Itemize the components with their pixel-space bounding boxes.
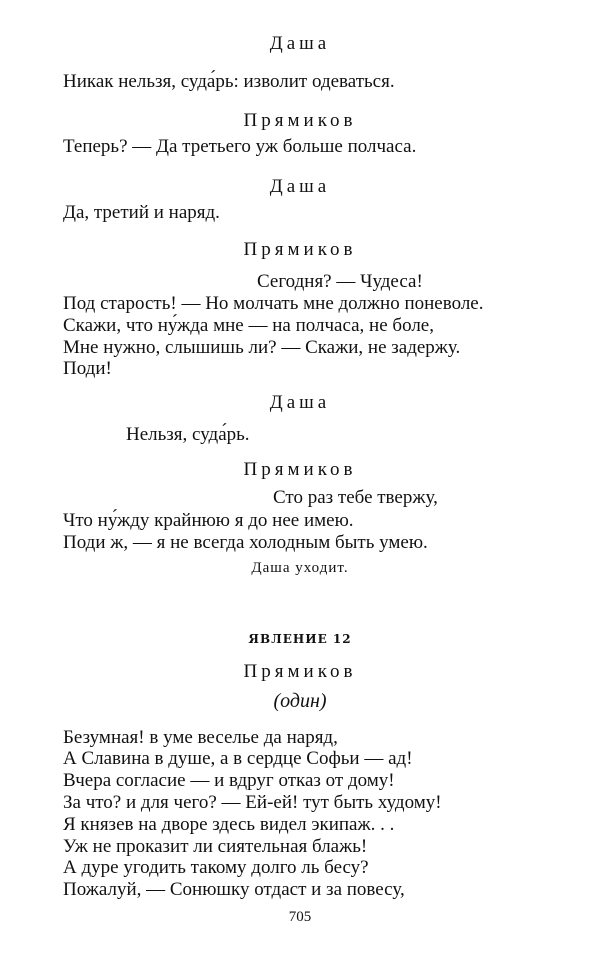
verse-line: Поди! (63, 358, 112, 379)
speaker-name: Прямиков (243, 110, 357, 131)
verse-line: А Славина в душе, а в сердце Софьи — ад! (63, 748, 413, 769)
verse-line: Поди ж, — я не всегда холодным быть умею. (63, 532, 428, 553)
speaker-name: Даша (269, 33, 331, 54)
speaker-name: Прямиков (243, 459, 357, 480)
scene-heading: ЯВЛЕНИЕ 12 (248, 632, 352, 646)
verse-line: А дуре угодить такому долго ль бесу? (63, 857, 369, 878)
speaker-name: Прямиков (243, 661, 357, 682)
verse-line: Сегодня? — Чудеса! (257, 271, 423, 292)
verse-line: За что? и для чего? — Ей-ей! тут быть худому! (63, 792, 442, 813)
stage-direction: Даша уходит. (251, 560, 349, 576)
scene-note: (один) (273, 690, 327, 712)
verse-line: Никак нельзя, суда́рь: изволит одеваться. (63, 71, 395, 92)
verse-line: Мне нужно, слышишь ли? — Скажи, не задержу. (63, 337, 461, 358)
verse-line: Нельзя, суда́рь. (126, 424, 250, 445)
verse-line: Под старость! — Но молчать мне должно поневоле. (63, 293, 484, 314)
verse-line: Да, третий и наряд. (63, 202, 220, 223)
page-number: 705 (288, 909, 312, 925)
verse-line: Скажи, что ну́жда мне — на полчаса, не боле, (63, 315, 434, 336)
verse-line: Безумная! в уме веселье да наряд, (63, 727, 338, 748)
speaker-name: Даша (269, 176, 331, 197)
verse-line: Я князев на дворе здесь видел экипаж. . . (63, 814, 395, 835)
verse-line: Уж не проказит ли сиятельная блажь! (63, 836, 368, 857)
speaker-name: Прямиков (243, 239, 357, 260)
verse-line: Пожалуй, — Сонюшку отдаст и за повесу, (63, 879, 405, 900)
verse-line: Что ну́жду крайнюю я до нее имею. (63, 510, 354, 531)
verse-line: Сто раз тебе твержу, (273, 487, 438, 508)
speaker-name: Даша (269, 392, 331, 413)
verse-line: Теперь? — Да третьего уж больше полчаса. (63, 136, 417, 157)
verse-line: Вчера согласие — и вдруг отказ от дому! (63, 770, 395, 791)
